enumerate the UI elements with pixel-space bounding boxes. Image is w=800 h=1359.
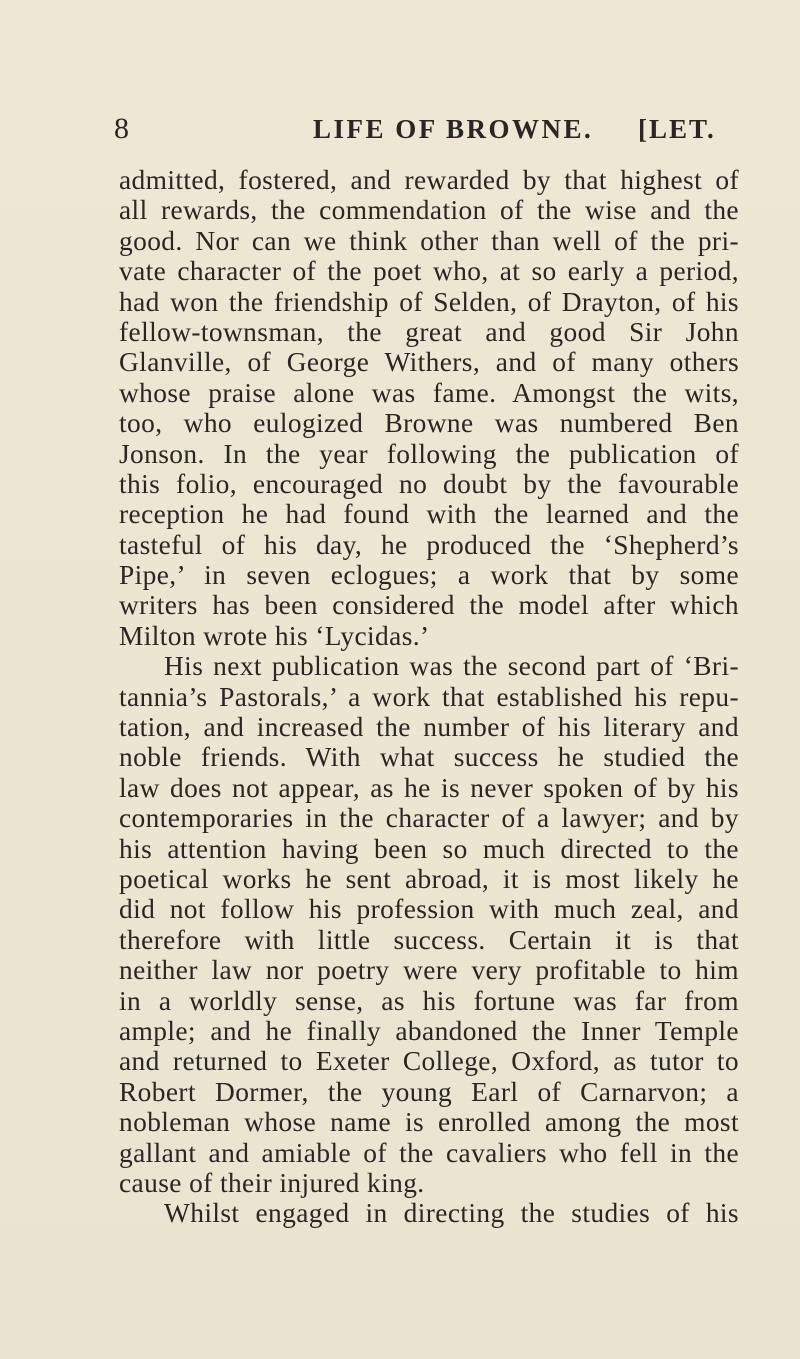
text-line: poetical works he sent abroad, it is most likely he <box>119 863 739 894</box>
paragraph-start-line: Whilst engaged in directing the studies of his <box>164 1198 739 1229</box>
running-title: LIFE OF BROWNE. <box>313 114 594 144</box>
text-line: therefore with little success. Certain it is that <box>119 924 739 955</box>
text-line: noble friends. With what success he studied the <box>119 742 739 773</box>
text-line: Pipe,’ in seven eclogues; a work that by some <box>119 560 739 591</box>
text-line: nobleman whose name is enrolled among the most <box>119 1107 739 1138</box>
text-line: Jonson. In the year following the publication of <box>119 438 739 469</box>
page-number: 8 <box>114 112 131 145</box>
body-text <box>119 165 739 1229</box>
paragraph-start-line: His next publication was the second part of ‘Bri- <box>164 651 739 682</box>
text-line: Robert Dormer, the young Earl of Carnarvon; a <box>119 1076 739 1107</box>
text-line: tation, and increased the number of his literary and <box>119 712 739 743</box>
text-line: in a worldly sense, as his fortune was far from <box>119 985 739 1016</box>
text-line: this folio, encouraged no doubt by the favourable <box>119 468 739 499</box>
text-line: tannia’s Pastorals,’ a work that established his repu- <box>119 681 739 712</box>
text-line: Glanville, of George Withers, and of many others <box>119 347 739 378</box>
text-line: neither law nor poetry were very profitable to him <box>119 955 739 986</box>
paragraph-end-line: Milton wrote his ‘Lycidas.’ <box>119 620 430 651</box>
text-line: admitted, fostered, and rewarded by that highest of <box>119 165 739 195</box>
text-line: ample; and he finally abandoned the Inner Temple <box>119 1015 739 1046</box>
text-line: gallant and amiable of the cavaliers who fell in the <box>119 1137 739 1168</box>
text-line: whose praise alone was fame. Amongst the wits, <box>119 377 739 408</box>
text-line: vate character of the poet who, at so early a period, <box>119 256 739 287</box>
text-line: and returned to Exeter College, Oxford, as tutor to <box>119 1046 739 1077</box>
text-line: law does not appear, as he is never spoken of by his <box>119 772 739 803</box>
text-line: fellow-townsman, the great and good Sir John <box>119 316 739 347</box>
text-line: had won the friendship of Selden, of Drayton, of his <box>119 286 739 317</box>
section-mark: [LET. <box>638 114 716 144</box>
text-line: too, who eulogized Browne was numbered Ben <box>119 408 739 439</box>
text-line: his attention having been so much directed to the <box>119 833 739 864</box>
page-header <box>0 112 800 152</box>
text-line: all rewards, the commendation of the wise and the <box>119 195 739 226</box>
paragraph-end-line: cause of their injured king. <box>119 1167 425 1198</box>
text-line: contemporaries in the character of a lawyer; and by <box>119 803 739 834</box>
text-line: did not follow his profession with much zeal, and <box>119 894 739 925</box>
text-line: writers has been considered the model after which <box>119 590 739 621</box>
text-line: good. Nor can we think other than well of the pri- <box>119 225 739 256</box>
text-line: reception he had found with the learned and the <box>119 499 739 530</box>
text-line: tasteful of his day, he produced the ‘Shepherd’s <box>119 529 739 560</box>
